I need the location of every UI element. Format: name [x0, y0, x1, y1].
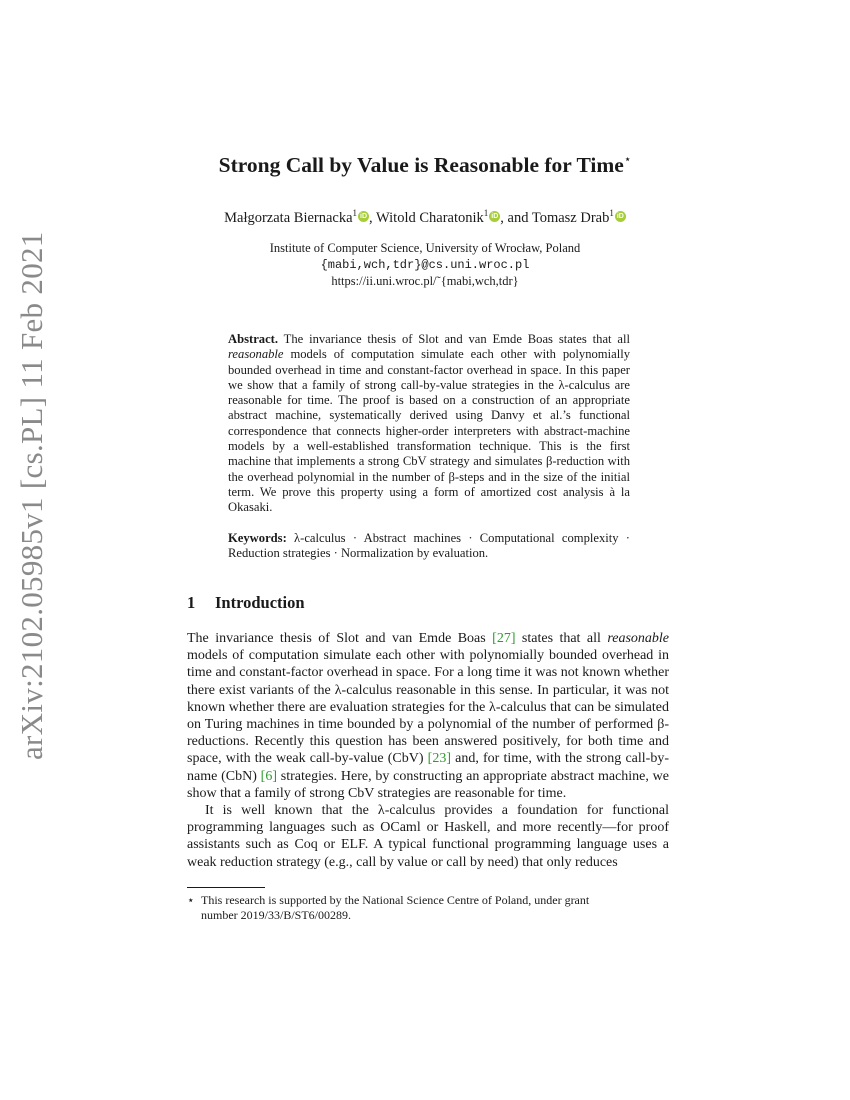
abstract	[228, 332, 630, 516]
author-affiliation-mark: 1	[483, 208, 489, 218]
author-name: Witold Charatonik	[376, 210, 484, 226]
intro-paragraph-2: It is well known that the λ-calculus provides a foundation for functional programming languages such as OCaml or Haskell, and more recently—for proof assistants such as Coq or ELF. A typical functional programming language uses a weak reduction strategy (e.g., call by value or call by need) that only reduces	[187, 803, 669, 870]
body-text: states that all	[515, 631, 608, 646]
abstract-emphasis: reasonable	[228, 347, 284, 362]
body-text: and, for time, with the strong call-by-name (CbN)	[187, 751, 669, 784]
footnote-text: This research is supported by the National Science Centre of Poland, under grant	[201, 893, 590, 907]
keywords	[228, 531, 630, 562]
body-text: models of computation simulate each other with polynomially bounded overhead in time and constant-factor overhead in space. For a long time it was not known whether there exist variants of the λ-calculus reasonable in this sense. In particular, it was not known whether there are evaluation strategies for the λ-calculus that can be simulated on Turing machines in time bounded by a polynomial of the number of performed β-reductions. Recently this question has been answered positively, for both time and space, with the weak call-by-value (CbV)	[187, 648, 669, 767]
author-affiliation-mark: 1	[609, 208, 614, 218]
orcid-icon[interactable]: iD	[616, 213, 624, 220]
citation-link[interactable]: [23]	[427, 751, 451, 767]
footnote-mark: ⋆	[187, 893, 195, 907]
body-text: strategies. Here, by constructing an appropriate abstract machine, we show that a family of strong CbV strategies are reasonable for time.	[187, 768, 670, 801]
body-emphasis: reasonable	[607, 631, 670, 646]
abstract-text: The invariance thesis of Slot and van Emde Boas states that all	[278, 332, 630, 346]
author-affiliation-mark: 1	[352, 208, 358, 218]
body-text: The invariance thesis of Slot and van Emde Boas	[187, 631, 493, 646]
author-emails[interactable]: {mabi,wch,tdr}@cs.uni.wroc.pl	[320, 258, 530, 272]
arxiv-identifier-stamp: arXiv:2102.05985v1 [cs.PL] 11 Feb 2021	[14, 231, 49, 760]
section-title: Introduction	[215, 593, 305, 612]
author-name: Małgorzata Biernacka	[224, 210, 353, 226]
footnote-rule	[187, 887, 265, 888]
citation-link[interactable]: [27]	[492, 631, 516, 646]
section-number: 1	[187, 593, 196, 612]
author-separator: , and	[500, 210, 532, 226]
paper-title	[0, 152, 850, 178]
title-footnote-mark: ⋆	[623, 152, 632, 166]
abstract-label: Abstract.	[228, 332, 279, 346]
keywords-text: λ-calculus · Abstract machines · Computational complexity · Reduction strategies · Normalization by evaluation.	[228, 531, 630, 561]
orcid-icon[interactable]: iD	[360, 213, 368, 220]
citation-link[interactable]: [6]	[260, 768, 277, 784]
footnote-continuation: number 2019/33/B/ST6/00289.	[201, 908, 351, 922]
section-heading	[187, 593, 305, 613]
author-name: Tomasz Drab	[531, 210, 610, 226]
footnote	[187, 893, 669, 923]
abstract-text: models of computation simulate each other with polynomially bounded overhead in time and constant-factor overhead in space. In this paper we show that a family of strong call-by-value strategies in the λ-calculus are reasonable for time. The proof is based on a construction of an appropriate abstract machine, systematically derived using Danvy et al.’s functional correspondence that connects higher-order interpreters with abstract-machine models by a well-established transformation technique. This is the first machine that implements a strong CbV strategy and simulates β-reduction with the overhead polynomial in the number of β-steps and in the size of the initial term. We prove this property using a form of amortized cost analysis à la Okasaki.	[228, 347, 630, 515]
intro-paragraph-1	[187, 630, 669, 802]
orcid-icon[interactable]: iD	[491, 213, 499, 220]
keywords-label: Keywords:	[228, 531, 287, 545]
paper-title-text: Strong Call by Value is Reasonable for Time	[218, 153, 624, 177]
author-homepage-url[interactable]: https://ii.uni.wroc.pl/˜{mabi,wch,tdr}	[331, 274, 519, 288]
institution: Institute of Computer Science, University of Wrocław, Poland	[269, 241, 581, 255]
author-list	[0, 208, 850, 227]
author-separator: ,	[369, 210, 377, 226]
